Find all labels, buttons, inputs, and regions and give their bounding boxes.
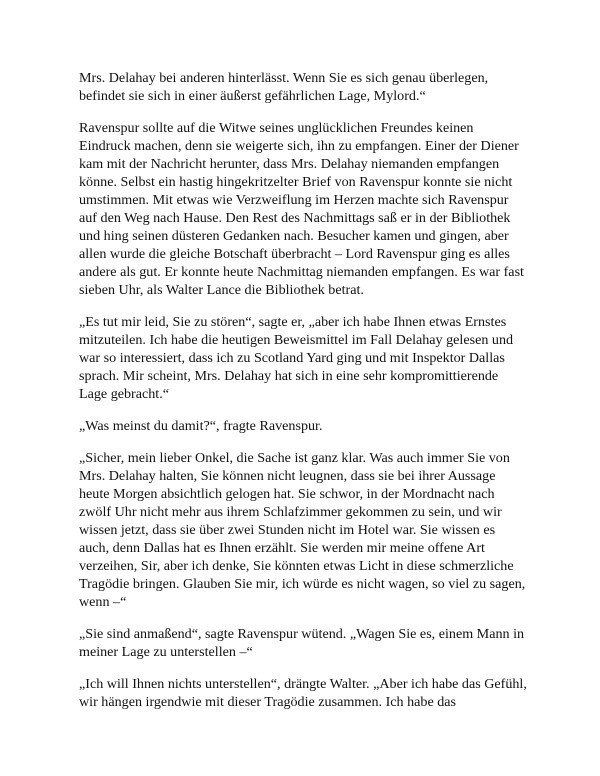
paragraph: Ravenspur sollte auf die Witwe seines unglücklichen Freundes keinen Eindruck machen, denn sie weigerte sich, ihn zu empfangen. Einer der Diener kam mit der Nachricht herunter, dass Mrs. Delahay niemanden empfangen könne. Selbst ein hastig hingekritzelter Brief von Ravenspur konnte sie nicht umstimmen. Mit etwas wie Verzweiflung im Herzen machte sich Ravenspur auf den Weg nach Hause. Den Rest des Nachmittags saß er in der Bibliothek und hing seinen düsteren Gedanken nach. Besucher kamen und gingen, aber allen wurde die gleiche Botschaft überbracht – Lord Ravenspur ging es alles andere als gut. Er konnte heute Nachmittag niemanden empfangen. Es war fast sieben Uhr, als Walter Lance die Bibliothek betrat.	[79, 120, 524, 298]
paragraph: „Was meinst du damit?“, fragte Ravenspur.	[79, 418, 323, 434]
paragraph: Mrs. Delahay bei anderen hinterlässt. Wenn Sie es sich genau überlegen, befindet sie sich in einer äußerst gefährlichen Lage, Mylord.“	[79, 70, 489, 104]
paragraph: „Sicher, mein lieber Onkel, die Sache ist ganz klar. Was auch immer Sie von Mrs. Delahay halten, Sie können nicht leugnen, dass sie bei ihrer Aussage heute Morgen absichtlich gelogen hat. Sie schwor, in der Mordnacht nach zwölf Uhr nicht mehr aus ihrem Schlafzimmer gekommen zu sein, und wir wissen jetzt, dass sie über zwei Stunden nicht im Hotel war. Sie wissen es auch, denn Dallas hat es Ihnen erzählt. Sie werden mir meine offene Art verzeihen, Sir, aber ich denke, Sie könnten etwas Licht in diese schmerzliche Tragödie bringen. Glauben Sie mir, ich würde es nicht wagen, so viel zu sagen, wenn –“	[79, 450, 526, 610]
paragraph: „Sie sind anmaßend“, sagte Ravenspur wütend. „Wagen Sie es, einem Mann in meiner Lage zu unterstellen –“	[79, 626, 525, 660]
paragraph: „Es tut mir leid, Sie zu stören“, sagte er, „aber ich habe Ihnen etwas Ernstes mitzuteilen. Ich habe die heutigen Beweismittel im Fall Delahay gelesen und war so interessiert, dass ich zu Scotland Yard ging und mit Inspektor Dallas sprach. Mir scheint, Mrs. Delahay hat sich in eine sehr kompromittierende Lage gebracht.“	[79, 314, 514, 402]
paragraph: „Ich will Ihnen nichts unterstellen“, drängte Walter. „Aber ich habe das Gefühl, wir hängen irgendwie mit dieser Tragödie zusammen. Ich habe das	[79, 676, 527, 710]
document-page	[79, 69, 527, 725]
